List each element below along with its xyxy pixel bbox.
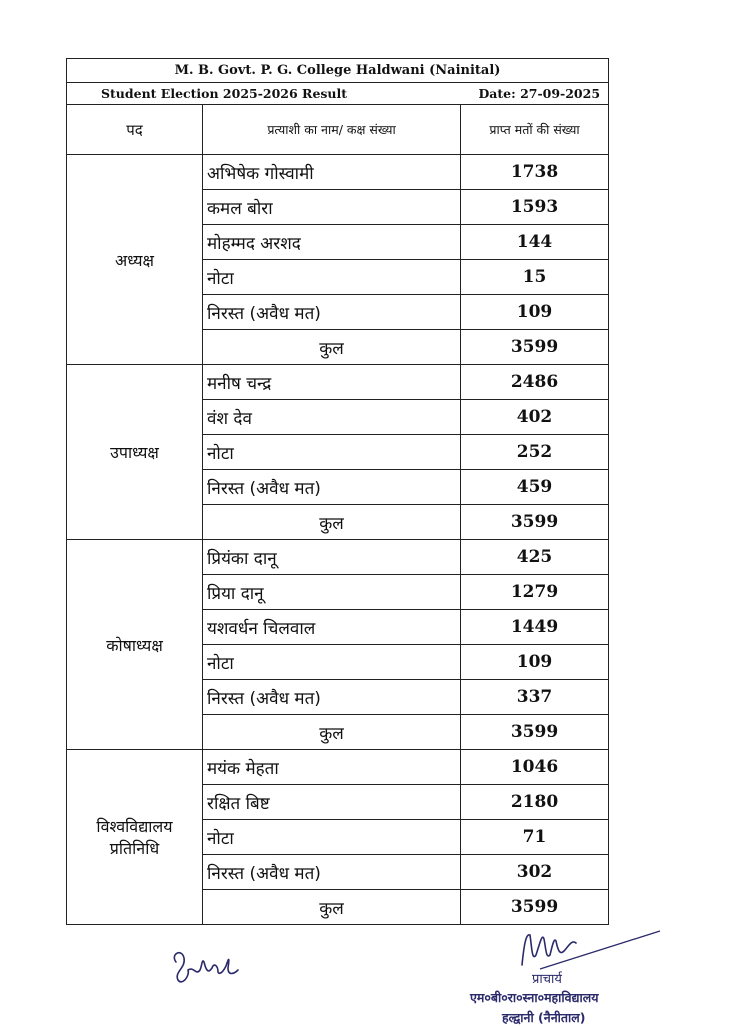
result-sheet — [66, 58, 608, 925]
principal-title: प्राचार्य — [532, 972, 562, 987]
candidate-name: नोटा — [203, 645, 461, 680]
vote-count: 1279 — [461, 575, 609, 610]
result-body — [67, 155, 609, 925]
vote-count: 2486 — [461, 365, 609, 400]
table-row — [67, 365, 609, 400]
vote-count: 402 — [461, 400, 609, 435]
candidate-name: प्रिया दानू — [203, 575, 461, 610]
vote-count: 109 — [461, 295, 609, 330]
vote-count: 144 — [461, 225, 609, 260]
total-label: कुल — [203, 330, 461, 365]
vote-count: 302 — [461, 855, 609, 890]
college-stamp-line1: एम०बी०रा०स्ना०महाविद्यालय — [470, 990, 599, 1005]
table-row — [67, 540, 609, 575]
handwritten-signature-icon — [168, 940, 248, 990]
vote-count: 15 — [461, 260, 609, 295]
result-date: Date: 27-09-2025 — [478, 86, 601, 101]
candidate-name: नोटा — [203, 260, 461, 295]
post-name: अध्यक्ष — [67, 155, 203, 365]
candidate-name: मनीष चन्द्र — [203, 365, 461, 400]
vote-count: 425 — [461, 540, 609, 575]
principal-signature-block — [470, 925, 670, 1025]
result-title: Student Election 2025-2026 Result — [101, 86, 348, 101]
total-votes: 3599 — [461, 330, 609, 365]
post-name: कोषाध्यक्ष — [67, 540, 203, 750]
candidate-name: प्रियंका दानू — [203, 540, 461, 575]
vote-count: 1593 — [461, 190, 609, 225]
vote-count: 1449 — [461, 610, 609, 645]
candidate-name: मोहम्मद अरशद — [203, 225, 461, 260]
candidate-name: यशवर्धन चिलवाल — [203, 610, 461, 645]
total-votes: 3599 — [461, 505, 609, 540]
vote-count: 1046 — [461, 750, 609, 785]
total-label: कुल — [203, 715, 461, 750]
vote-count: 459 — [461, 470, 609, 505]
table-row — [67, 155, 609, 190]
left-signature — [168, 940, 248, 990]
college-name: M. B. Govt. P. G. College Haldwani (Nainital) — [67, 59, 609, 83]
col-header-candidate: प्रत्याशी का नाम/ कक्ष संख्या — [203, 105, 461, 155]
college-header-row — [67, 59, 609, 83]
table-row — [67, 750, 609, 785]
candidate-name: निरस्त (अवैध मत) — [203, 470, 461, 505]
vote-count: 337 — [461, 680, 609, 715]
col-header-votes: प्राप्त मतों की संख्या — [461, 105, 609, 155]
candidate-name: निरस्त (अवैध मत) — [203, 680, 461, 715]
candidate-name: नोटा — [203, 435, 461, 470]
candidate-name: रक्षित बिष्ट — [203, 785, 461, 820]
candidate-name: मयंक मेहता — [203, 750, 461, 785]
vote-count: 109 — [461, 645, 609, 680]
total-votes: 3599 — [461, 890, 609, 925]
vote-count: 1738 — [461, 155, 609, 190]
total-label: कुल — [203, 505, 461, 540]
column-header-row — [67, 105, 609, 155]
post-name: विश्वविद्यालय प्रतिनिधि — [67, 750, 203, 925]
total-label: कुल — [203, 890, 461, 925]
candidate-name: वंश देव — [203, 400, 461, 435]
candidate-name: अभिषेक गोस्वामी — [203, 155, 461, 190]
candidate-name: निरस्त (अवैध मत) — [203, 295, 461, 330]
total-votes: 3599 — [461, 715, 609, 750]
college-stamp-line2: हल्द्वानी (नैनीताल) — [502, 1010, 586, 1025]
vote-count: 252 — [461, 435, 609, 470]
result-table — [66, 58, 609, 925]
vote-count: 71 — [461, 820, 609, 855]
col-header-post: पद — [67, 105, 203, 155]
candidate-name: निरस्त (अवैध मत) — [203, 855, 461, 890]
vote-count: 2180 — [461, 785, 609, 820]
post-name: उपाध्यक्ष — [67, 365, 203, 540]
principal-signature-icon — [510, 925, 670, 971]
candidate-name: कमल बोरा — [203, 190, 461, 225]
candidate-name: नोटा — [203, 820, 461, 855]
title-row — [67, 83, 609, 105]
